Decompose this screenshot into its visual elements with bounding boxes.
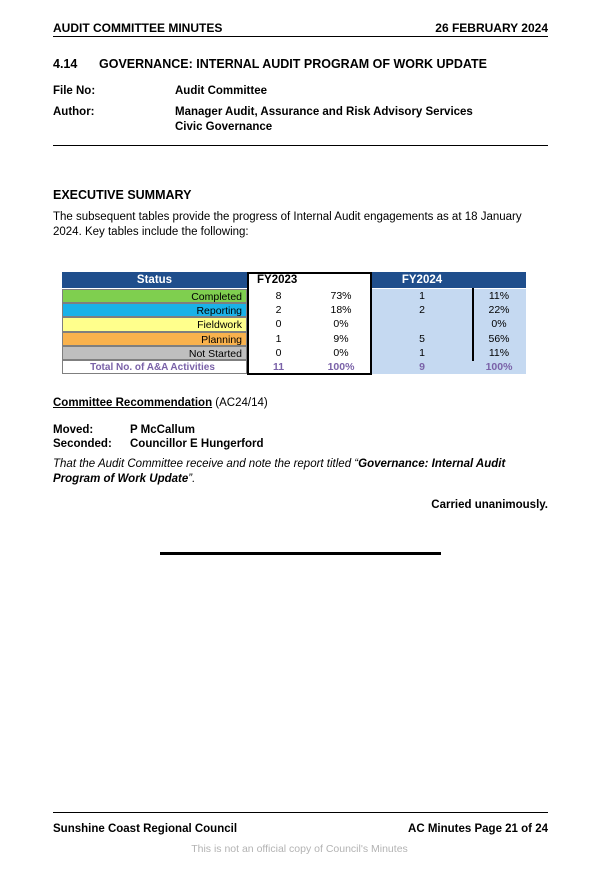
page-footer (53, 812, 548, 835)
page-header (53, 19, 548, 37)
fy2023-percent: 18% (330, 304, 352, 317)
author-label: Author: (53, 106, 95, 118)
fy2023-count: 11 (272, 361, 285, 373)
fy2024-percent: 22% (472, 303, 526, 317)
executive-line-1: The subsequent tables provide the progress of Internal Audit engagements as at 18 January (53, 211, 522, 223)
fy2024-percent: 100% (472, 360, 526, 374)
status-cell: Reporting (62, 303, 247, 317)
recommendation-ref: (AC24/14) (212, 397, 268, 409)
seconded-label: Seconded: (53, 438, 112, 450)
footer-disclaimer: This is not an official copy of Council's Minutes (191, 843, 408, 855)
fy2024-count (372, 317, 472, 331)
motion-text (53, 457, 553, 487)
table-row (62, 303, 526, 317)
executive-summary-heading: EXECUTIVE SUMMARY (53, 188, 192, 202)
end-of-item-bar (160, 552, 441, 555)
author-value-line1: Manager Audit, Assurance and Risk Advisory Services (175, 106, 473, 118)
fy2023-percent: 0% (333, 346, 349, 359)
fy2024-count: 5 (372, 332, 472, 346)
fy2023-count: 0 (275, 346, 282, 359)
status-cell: Total No. of A&A Activities (62, 360, 247, 374)
moved-value: P McCallum (130, 424, 195, 436)
fy2024-header-blank (472, 272, 526, 288)
fy2024-divider (472, 288, 474, 361)
table-row (62, 289, 526, 303)
table-row (62, 332, 526, 346)
audit-status-table (62, 272, 526, 375)
status-header: Status (62, 272, 247, 288)
fy2023-count: 0 (275, 318, 282, 331)
file-no-label: File No: (53, 85, 96, 97)
fy2024-count: 1 (372, 346, 472, 360)
status-cell: Not Started (62, 346, 247, 360)
motion-prefix: That the Audit Committee receive and note the report titled “ (53, 458, 359, 470)
file-no-value: Audit Committee (175, 85, 267, 97)
fy2024-header: FY2024 (372, 272, 472, 288)
footer-page: AC Minutes Page 21 of 24 (408, 823, 548, 835)
fy2024-percent: 0% (472, 317, 526, 331)
fy2023-percent: 100% (327, 361, 355, 373)
committee-recommendation (53, 397, 268, 409)
fy2024-count: 2 (372, 303, 472, 317)
fy2024-percent: 11% (472, 289, 526, 303)
header-date: 26 FEBRUARY 2024 (435, 21, 548, 35)
motion-suffix: ”. (188, 473, 196, 485)
executive-line-2: 2024. Key tables include the following: (53, 226, 249, 238)
seconded-value: Councillor E Hungerford (130, 438, 264, 450)
header-title: AUDIT COMMITTEE MINUTES (53, 21, 223, 35)
fy2023-percent: 73% (330, 290, 352, 302)
executive-summary-text (53, 210, 553, 240)
fy2023-percent: 9% (333, 332, 349, 345)
fy2024-percent: 56% (472, 332, 526, 346)
footer-council: Sunshine Coast Regional Council (53, 823, 238, 835)
motion-report-title: Governance: Internal Audit Program of Work Update (53, 458, 506, 485)
fy2023-count: 1 (275, 332, 282, 345)
carried-status: Carried unanimously. (431, 499, 548, 511)
fy2023-count: 8 (275, 290, 282, 302)
section-divider (53, 145, 548, 146)
recommendation-heading: Committee Recommendation (53, 397, 213, 409)
table-header-row (62, 272, 526, 288)
section-title (53, 57, 487, 71)
fy2023-count: 2 (275, 304, 282, 317)
status-cell: Planning (62, 332, 247, 346)
section-heading: GOVERNANCE: INTERNAL AUDIT PROGRAM OF WORK UPDATE (99, 57, 487, 71)
status-cell: Fieldwork (62, 317, 247, 331)
table-row (62, 346, 526, 360)
fy2023-percent: 0% (333, 318, 349, 331)
fy2023-header: FY2023 (247, 272, 372, 288)
table-total-row (62, 360, 526, 374)
status-cell: Completed (62, 289, 247, 303)
table-row (62, 317, 526, 331)
section-number: 4.14 (53, 57, 78, 71)
author-value-line2: Civic Governance (175, 121, 273, 133)
fy2024-count: 1 (372, 289, 472, 303)
fy2024-percent: 11% (472, 346, 526, 360)
fy2024-count: 9 (372, 360, 472, 374)
moved-label: Moved: (53, 424, 94, 436)
